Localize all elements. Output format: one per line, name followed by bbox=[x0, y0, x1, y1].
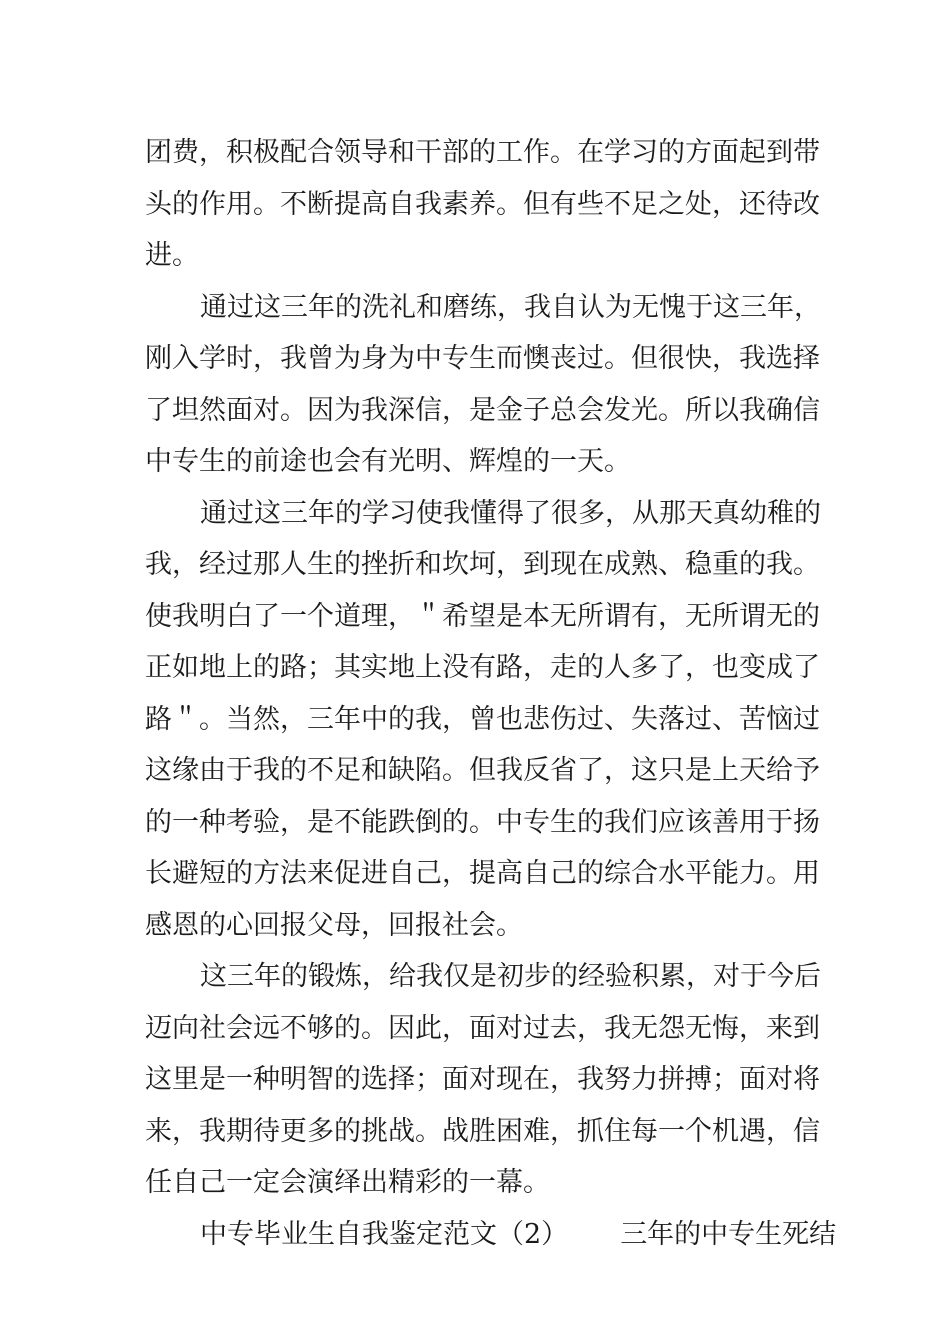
text-line: 长避短的方法来促进自己，提高自己的综合水平能力。用 bbox=[145, 858, 820, 889]
text-line: 正如地上的路；其实地上没有路，走的人多了，也变成了 bbox=[145, 652, 820, 683]
section-title: 中专毕业生自我鉴定范文（2） bbox=[200, 1218, 569, 1250]
text-line: 的一种考验，是不能跌倒的。中专生的我们应该善用于扬 bbox=[145, 806, 820, 838]
document-body bbox=[145, 127, 837, 1260]
text-line: 通过这三年的学习使我懂得了很多，从那天真幼稚的 bbox=[200, 497, 821, 529]
text-line: 路＂。当然，三年中的我，曾也悲伤过、失落过、苦恼过 bbox=[145, 703, 820, 735]
text-line: 头的作用。不断提高自我素养。但有些不足之处，还待改 bbox=[145, 188, 820, 220]
text-line: 来，我期待更多的挑战。战胜困难，抓住每一个机遇，信 bbox=[145, 1115, 820, 1147]
text-line: 进。 bbox=[145, 240, 199, 271]
text-line: 了坦然面对。因为我深信，是金子总会发光。所以我确信 bbox=[145, 394, 820, 426]
text-line: 迈向社会远不够的。因此，面对过去，我无怨无悔，来到 bbox=[145, 1012, 820, 1044]
text-line: 团费，积极配合领导和干部的工作。在学习的方面起到带 bbox=[145, 137, 820, 168]
section-continuation: 三年的中专生死结 bbox=[620, 1218, 837, 1250]
text-line: 感恩的心回报父母，回报社会。 bbox=[145, 909, 523, 941]
text-line: 这里是一种明智的选择；面对现在，我努力拼搏；面对将 bbox=[145, 1064, 820, 1095]
text-line: 使我明白了一个道理，＂希望是本无所谓有，无所谓无的 bbox=[145, 600, 820, 632]
text-line: 这缘由于我的不足和缺陷。但我反省了，这只是上天给予 bbox=[145, 755, 820, 786]
text-line: 通过这三年的洗礼和磨练，我自认为无愧于这三年， bbox=[200, 291, 821, 323]
text-line: 这三年的锻炼，给我仅是初步的经验积累，对于今后 bbox=[200, 961, 821, 992]
text-line: 刚入学时，我曾为身为中专生而懊丧过。但很快，我选择 bbox=[145, 343, 820, 374]
text-line: 中专生的前途也会有光明、辉煌的一天。 bbox=[145, 446, 631, 477]
text-line: 我，经过那人生的挫折和坎坷，到现在成熟、稳重的我。 bbox=[145, 549, 820, 580]
text-line: 任自己一定会演绎出精彩的一幕。 bbox=[145, 1167, 550, 1198]
section-heading-line bbox=[145, 1209, 837, 1261]
